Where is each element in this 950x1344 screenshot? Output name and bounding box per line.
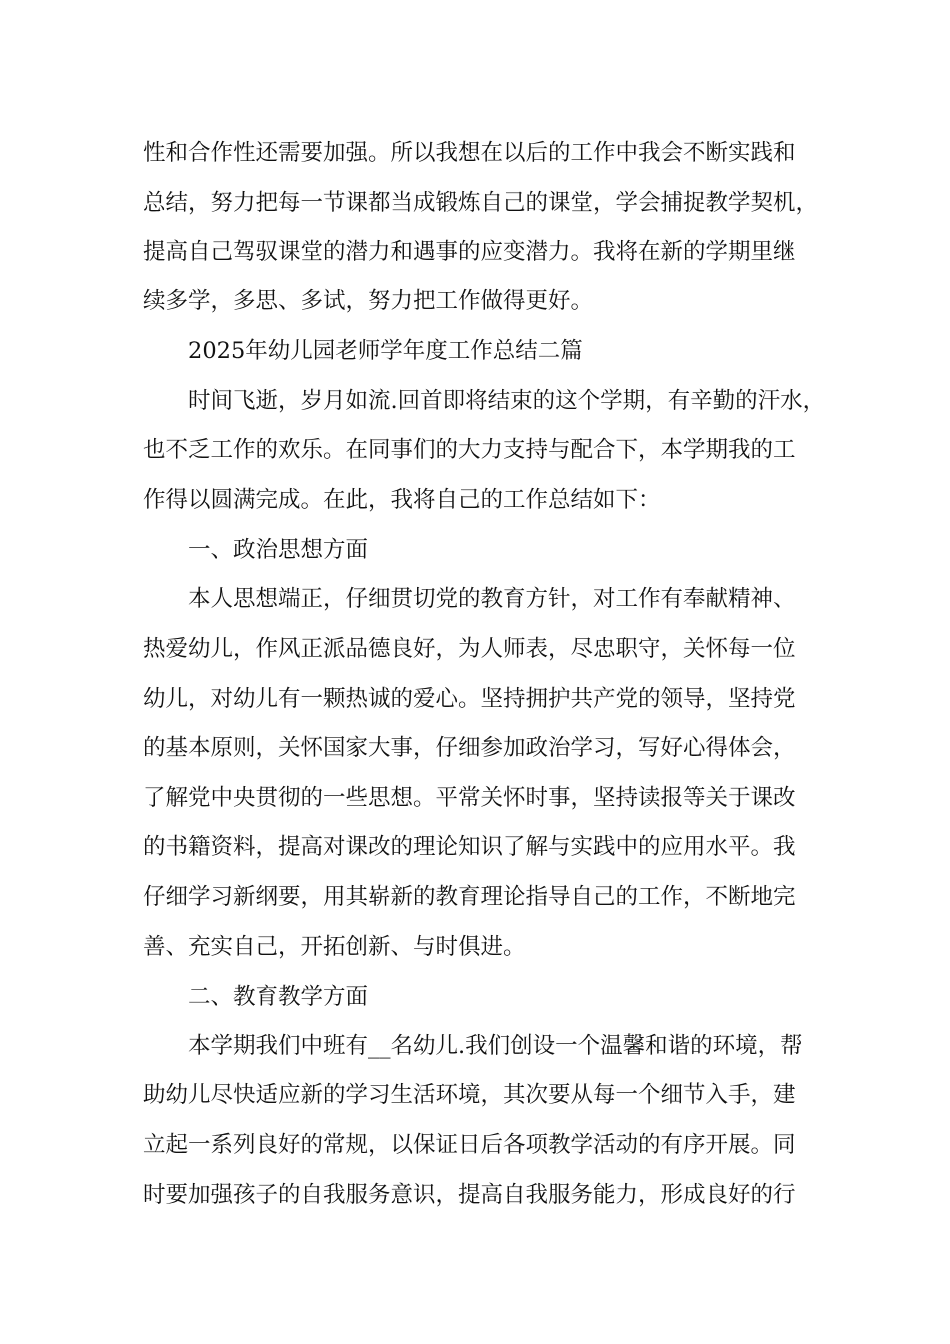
text-line: 提高自己驾驭课堂的潜力和遇事的应变潜力。我将在新的学期里继 — [143, 239, 796, 265]
text-line: 仔细学习新纲要，用其崭新的教育理论指导自己的工作，不断地完 — [143, 884, 796, 910]
text-line: 的书籍资料，提高对课改的理论知识了解与实践中的应用水平。我 — [143, 834, 796, 860]
text-line: 本学期我们中班有__名幼儿.我们创设一个温馨和谐的环境，帮 — [188, 1033, 803, 1059]
section-heading: 一、政治思想方面 — [188, 537, 369, 563]
text-line: 的基本原则，关怀国家大事，仔细参加政治学习，写好心得体会， — [143, 735, 796, 761]
text-line: 也不乏工作的欢乐。在同事们的大力支持与配合下，本学期我的工 — [143, 437, 796, 463]
text-line: 幼儿，对幼儿有一颗热诚的爱心。坚持拥护共产党的领导，坚持党 — [143, 686, 796, 712]
text-line: 时间飞逝，岁月如流.回首即将结束的这个学期，有辛勤的汗水， — [188, 388, 826, 414]
text-line: 作得以圆满完成。在此，我将自己的工作总结如下： — [143, 487, 661, 513]
text-line: 性和合作性还需要加强。所以我想在以后的工作中我会不断实践和 — [143, 140, 796, 166]
text-line: 热爱幼儿，作风正派品德良好，为人师表，尽忠职守，关怀每一位 — [143, 636, 796, 662]
text-line: 善、充实自己，开拓创新、与时俱进。 — [143, 934, 526, 960]
text-line: 总结，努力把每一节课都当成锻炼自己的课堂，学会捕捉教学契机， — [143, 190, 819, 216]
text-line: 续多学，多思、多试，努力把工作做得更好。 — [143, 288, 594, 314]
text-line: 立起一系列良好的常规，以保证日后各项教学活动的有序开展。同 — [143, 1132, 796, 1158]
section-heading: 二、教育教学方面 — [188, 984, 369, 1010]
text-line: 时要加强孩子的自我服务意识，提高自我服务能力，形成良好的行 — [143, 1182, 796, 1208]
section-title: 2025年幼儿园老师学年度工作总结二篇 — [188, 338, 583, 364]
text-line: 助幼儿尽快适应新的学习生活环境，其次要从每一个细节入手，建 — [143, 1082, 796, 1108]
text-line: 了解党中央贯彻的一些思想。平常关怀时事，坚持读报等关于课改 — [143, 785, 796, 811]
text-line: 本人思想端正，仔细贯切党的教育方针，对工作有奉献精神、 — [188, 586, 796, 612]
